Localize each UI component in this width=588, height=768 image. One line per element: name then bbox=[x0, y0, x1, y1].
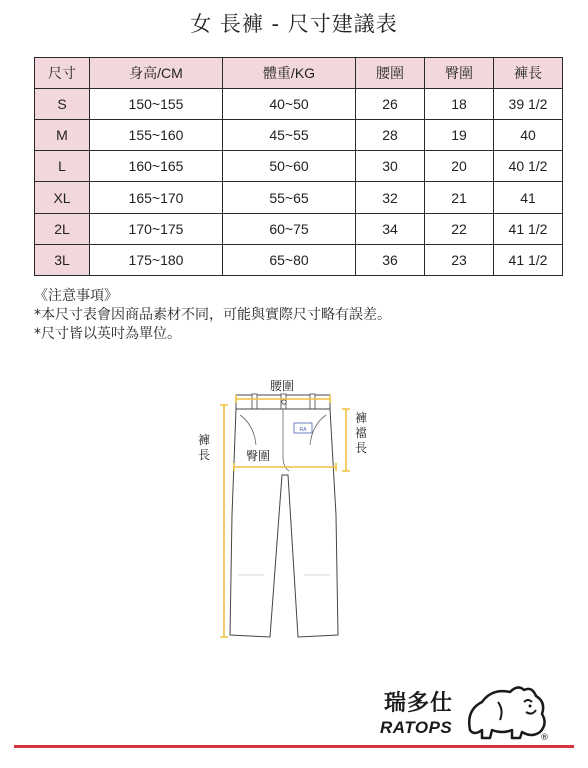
brand-name: 瑞多仕 bbox=[384, 691, 454, 716]
waist-cell: 34 bbox=[356, 213, 425, 244]
waist-cell: 36 bbox=[356, 244, 425, 275]
hip-label: 臀圍 bbox=[246, 449, 271, 463]
size-cell: M bbox=[35, 120, 90, 151]
size-cell: 3L bbox=[35, 244, 90, 275]
column-header: 尺寸 bbox=[35, 58, 90, 89]
table-row bbox=[35, 89, 563, 120]
waist-cell: 32 bbox=[356, 182, 425, 213]
note-item: *本尺寸表會因商品素材不同，可能與實際尺寸略有誤差。 bbox=[34, 307, 391, 323]
waist-cell: 28 bbox=[356, 120, 425, 151]
height-cell: 165~170 bbox=[90, 182, 223, 213]
length-cell: 40 1/2 bbox=[494, 151, 563, 182]
size-cell: L bbox=[35, 151, 90, 182]
hip-cell: 19 bbox=[425, 120, 494, 151]
size-cell: XL bbox=[35, 182, 90, 213]
length-cell: 41 bbox=[494, 182, 563, 213]
column-header: 身高/CM bbox=[90, 58, 223, 89]
waist-cell: 26 bbox=[356, 89, 425, 120]
table-header-row bbox=[35, 58, 563, 89]
hip-cell: 20 bbox=[425, 151, 494, 182]
size-cell: S bbox=[35, 89, 90, 120]
hip-cell: 22 bbox=[425, 213, 494, 244]
brand-latin: RATOPS bbox=[380, 718, 453, 737]
height-cell: 150~155 bbox=[90, 89, 223, 120]
notes-section bbox=[34, 287, 391, 344]
length-cell: 41 1/2 bbox=[494, 244, 563, 275]
size-chart-table bbox=[34, 57, 563, 276]
rise-label: 褲襠長 bbox=[354, 411, 367, 455]
height-cell: 170~175 bbox=[90, 213, 223, 244]
size-cell: 2L bbox=[35, 213, 90, 244]
note-item: *尺寸皆以英吋為單位。 bbox=[34, 326, 181, 342]
table-row bbox=[35, 151, 563, 182]
weight-cell: 40~50 bbox=[223, 89, 356, 120]
registered-mark: ® bbox=[540, 733, 549, 743]
weight-cell: 55~65 bbox=[223, 182, 356, 213]
notes-heading: 《注意事項》 bbox=[34, 288, 118, 304]
hip-cell: 23 bbox=[425, 244, 494, 275]
length-cell: 40 bbox=[494, 120, 563, 151]
table-row bbox=[35, 213, 563, 244]
waist-cell: 30 bbox=[356, 151, 425, 182]
length-cell: 39 1/2 bbox=[494, 89, 563, 120]
length-cell: 41 1/2 bbox=[494, 213, 563, 244]
height-cell: 155~160 bbox=[90, 120, 223, 151]
length-label: 褲長 bbox=[197, 433, 210, 462]
table-row bbox=[35, 244, 563, 275]
column-header: 腰圍 bbox=[356, 58, 425, 89]
weight-cell: 60~75 bbox=[223, 213, 356, 244]
waist-label: 腰圍 bbox=[270, 379, 295, 393]
footer-divider bbox=[14, 745, 574, 748]
column-header: 體重/KG bbox=[223, 58, 356, 89]
page-title: 女 長褲 - 尺寸建議表 bbox=[190, 12, 398, 36]
height-cell: 175~180 bbox=[90, 244, 223, 275]
svg-text:RA: RA bbox=[299, 427, 307, 433]
weight-cell: 50~60 bbox=[223, 151, 356, 182]
hip-cell: 21 bbox=[425, 182, 494, 213]
height-cell: 160~165 bbox=[90, 151, 223, 182]
column-header: 臀圍 bbox=[425, 58, 494, 89]
table-row bbox=[35, 182, 563, 213]
hip-cell: 18 bbox=[425, 89, 494, 120]
rhino-logo-icon bbox=[462, 680, 552, 742]
table-row bbox=[35, 120, 563, 151]
pants-diagram bbox=[190, 375, 390, 675]
column-header: 褲長 bbox=[494, 58, 563, 89]
weight-cell: 65~80 bbox=[223, 244, 356, 275]
weight-cell: 45~55 bbox=[223, 120, 356, 151]
